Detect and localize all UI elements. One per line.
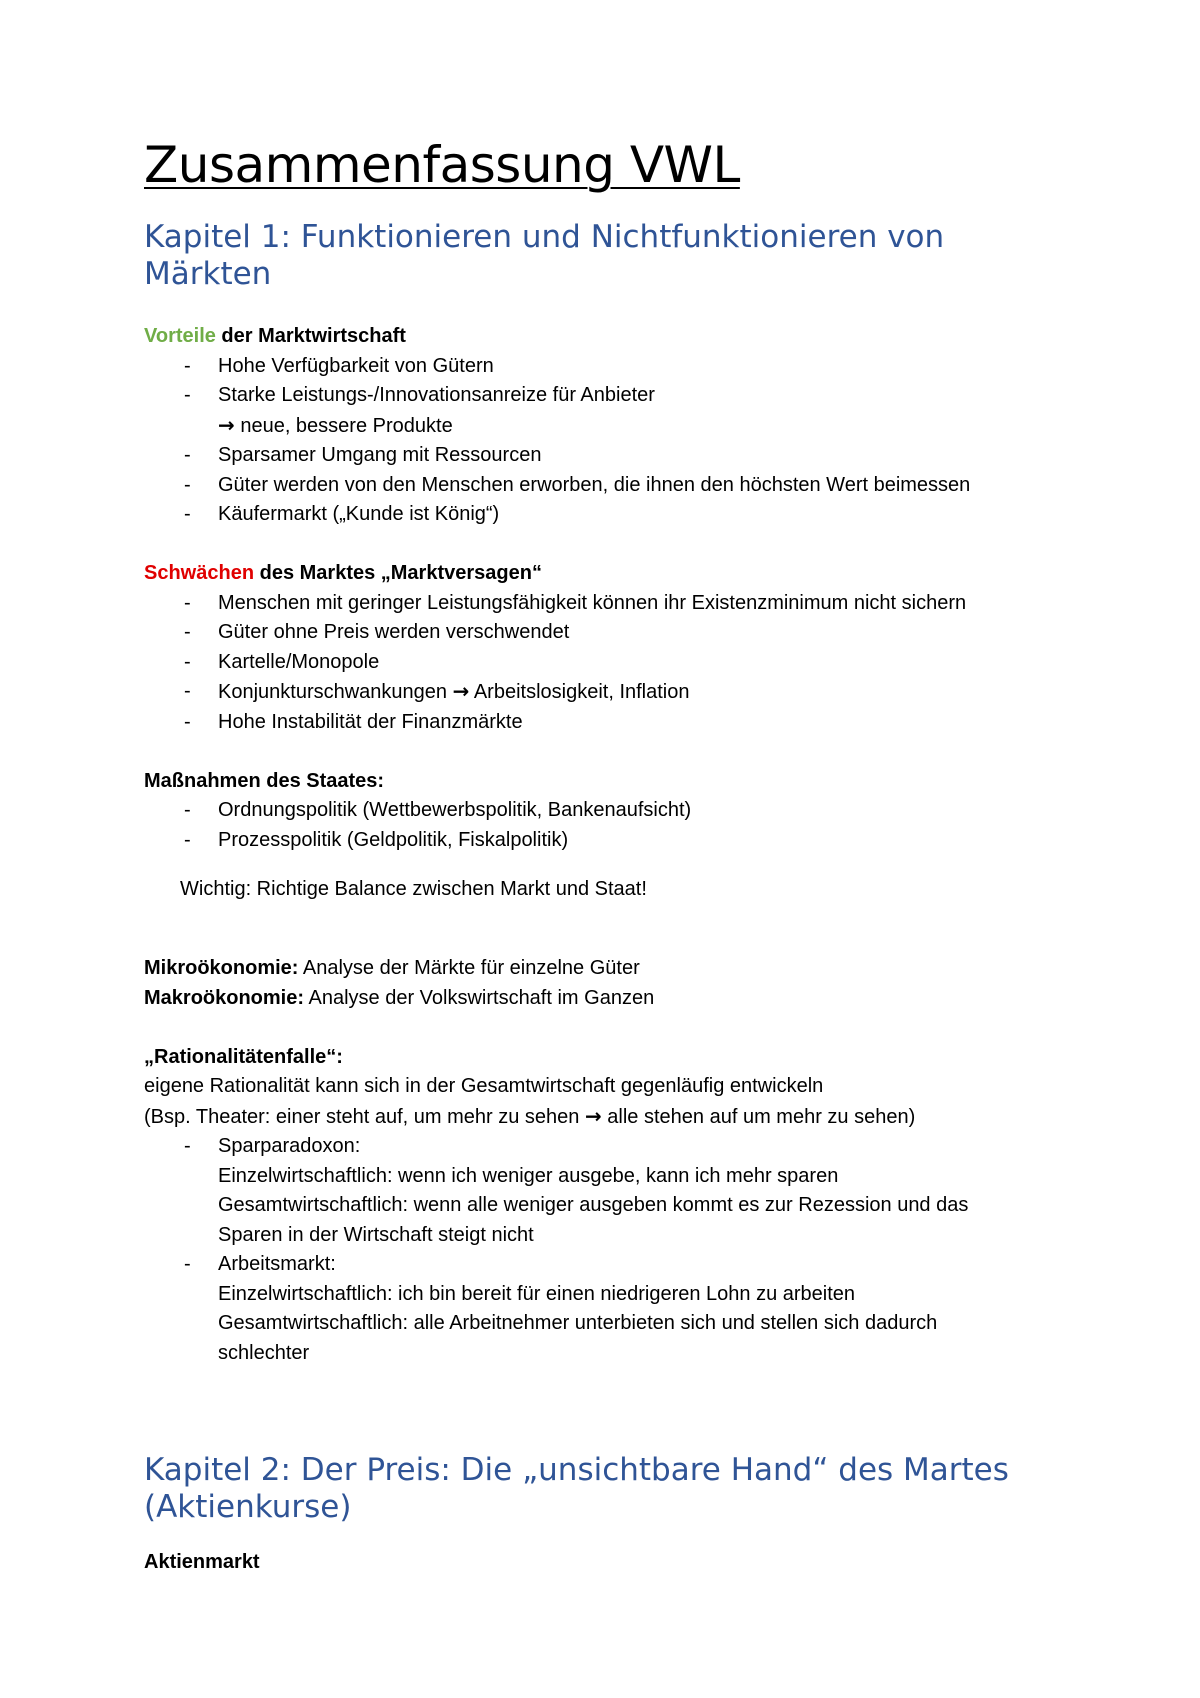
document-content (144, 138, 1074, 1578)
list-item: - Hohe Instabilität der Finanzmärkte (144, 708, 1074, 738)
dash-bullet: - (184, 503, 191, 525)
vorteile-list (144, 352, 1074, 530)
list-item: - Sparsamer Umgang mit Ressourcen (144, 441, 1074, 471)
dash-bullet: - (184, 799, 191, 821)
mikro-definition: Mikroökonomie: Analyse der Märkte für einzelne Güter (144, 957, 640, 979)
list-item: - Starke Leistungs-/Innovationsanreize für Anbieter → neue, bessere Produkte (144, 381, 1074, 441)
spacer (144, 737, 1074, 767)
dash-bullet: - (184, 384, 191, 406)
massnahmen-note: Wichtig: Richtige Balance zwischen Markt und Staat! (180, 878, 647, 900)
makro-definition: Makroökonomie: Analyse der Volkswirtschaft im Ganzen (144, 986, 655, 1009)
list-item: - Menschen mit geringer Leistungsfähigkeit können ihr Existenzminimum nicht sichern (144, 589, 1074, 619)
dash-bullet: - (184, 828, 191, 851)
vorteile-heading (144, 322, 1074, 352)
vorteile-heading-rest: der Marktwirtschaft (215, 325, 406, 347)
massnahmen-list (144, 796, 1074, 855)
mikro-term: Mikroökonomie: (144, 957, 299, 979)
chapter-1-heading: Kapitel 1: Funktionieren und Nichtfunktionieren von Märkten (144, 219, 945, 292)
dash-bullet: - (184, 621, 191, 643)
arrow-right-icon: → (584, 1103, 602, 1128)
document-title: Zusammenfassung VWL (144, 136, 740, 194)
rationalitaet-heading: „Rationalitätenfalle“: (144, 1045, 343, 1068)
list-item: - Arbeitsmarkt: Einzelwirtschaftlich: ich bin bereit für einen niedrigeren Lohn zu arbeiten Gesamtwirtschaftlich: alle Arbeitnehmer unterbieten sich und stellen sich dadurch schlechter (144, 1250, 1074, 1368)
dash-bullet: - (184, 591, 191, 614)
chapter-2-heading: Kapitel 2: Der Preis: Die „unsichtbare Hand“ des Martes (Aktienkurse) (144, 1452, 1009, 1525)
dash-bullet: - (184, 680, 191, 702)
spacer (144, 925, 1074, 955)
list-item: - Güter ohne Preis werden verschwendet (144, 618, 1074, 648)
schwaechen-keyword: Schwächen (144, 562, 255, 584)
dash-bullet: - (184, 650, 191, 673)
list-item: - Ordnungspolitik (Wettbewerbspolitik, Bankenaufsicht) (144, 796, 1074, 826)
dash-bullet: - (184, 1253, 191, 1275)
schwaechen-heading (144, 559, 1074, 589)
dash-bullet: - (184, 444, 191, 466)
rationalitaet-list (144, 1132, 1074, 1368)
dash-bullet: - (184, 354, 191, 377)
dash-bullet: - (184, 473, 191, 496)
list-item: - Hohe Verfügbarkeit von Gütern (144, 352, 1074, 382)
dash-bullet: - (184, 1135, 191, 1157)
schwaechen-list (144, 589, 1074, 738)
vorteile-keyword: Vorteile (144, 325, 216, 347)
massnahmen-heading: Maßnahmen des Staates: (144, 769, 385, 792)
list-item: - Käufermarkt („Kunde ist König“) (144, 500, 1074, 530)
aktienmarkt-heading: Aktienmarkt (144, 1551, 260, 1573)
list-item: - Kartelle/Monopole (144, 648, 1074, 678)
list-item: - Güter werden von den Menschen erworben, die ihnen den höchsten Wert beimessen (144, 471, 1074, 501)
list-item: - Sparparadoxon: Einzelwirtschaftlich: wenn ich weniger ausgebe, kann ich mehr sparen Gesamtwirtschaftlich: wenn alle weniger ausgeben kommt es zur Rezession und das Sparen in der Wirtschaft steigt nicht (144, 1132, 1074, 1250)
makro-term: Makroökonomie: (144, 986, 305, 1009)
spacer (144, 530, 1074, 560)
dash-bullet: - (184, 710, 191, 733)
rationalitaet-line-2: (Bsp. Theater: einer steht auf, um mehr zu sehen → alle stehen auf um mehr zu sehen) (144, 1103, 916, 1128)
arrow-right-icon: → (452, 679, 470, 703)
list-item: - Konjunkturschwankungen → Arbeitslosigkeit, Inflation (144, 677, 1074, 708)
arrow-right-icon: → (218, 412, 235, 437)
list-item: - Prozesspolitik (Geldpolitik, Fiskalpolitik) (144, 826, 1074, 856)
rationalitaet-line-1: eigene Rationalität kann sich in der Gesamtwirtschaft gegenläufig entwickeln (144, 1075, 824, 1097)
schwaechen-heading-rest: des Marktes „Marktversagen“ (254, 562, 542, 584)
list-item-subline: → neue, bessere Produkte (218, 412, 453, 437)
spacer (144, 1013, 1074, 1043)
